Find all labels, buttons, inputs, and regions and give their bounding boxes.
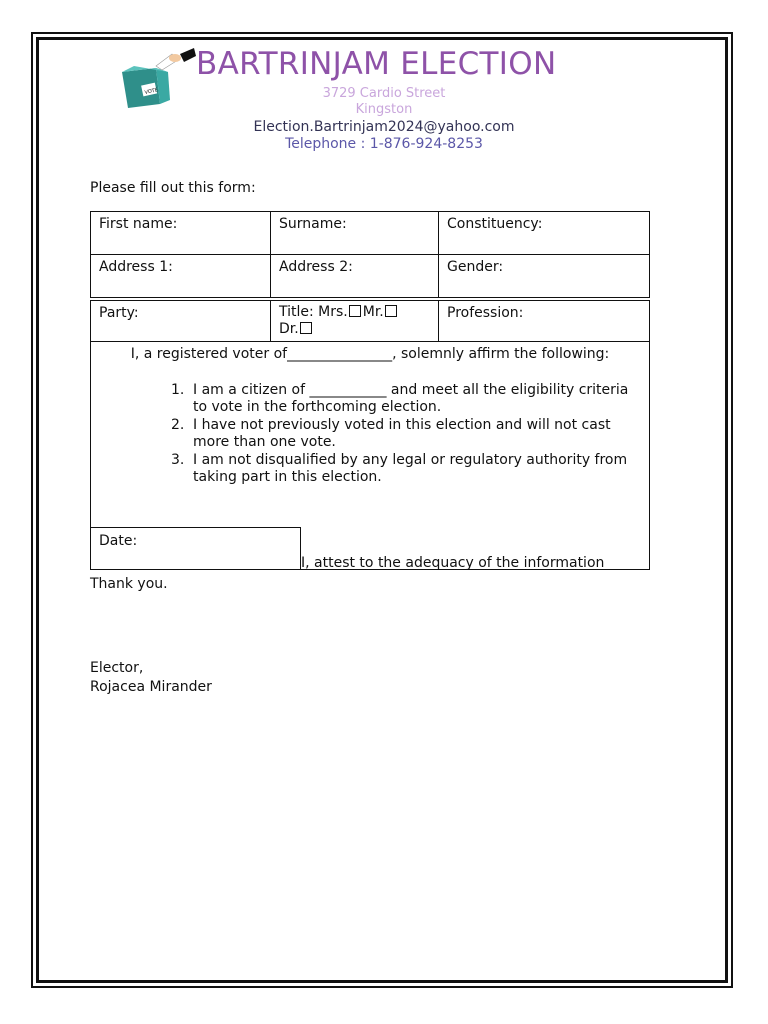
list-item: 2. I have not previously voted in this election and will not cast more than one vote. bbox=[171, 417, 611, 450]
title-label: Title: Mrs. bbox=[279, 304, 348, 320]
thank-you-text: Thank you. bbox=[90, 576, 168, 592]
contact-telephone: Telephone : 1-876-924-8253 bbox=[285, 136, 483, 152]
election-title: BARTRINJAM ELECTION bbox=[196, 46, 557, 82]
date-label: Date: bbox=[99, 533, 138, 549]
address-2-field[interactable] bbox=[270, 254, 439, 298]
list-item: 3. I am not disqualified by any legal or regulatory authority from taking part in this election. bbox=[171, 452, 628, 485]
affirmation-statement: I, a registered voter of_______________, solemnly affirm the following: bbox=[130, 346, 610, 362]
mrs-checkbox[interactable] bbox=[349, 305, 361, 317]
date-field[interactable] bbox=[90, 527, 301, 570]
affirmation-section bbox=[90, 341, 650, 570]
attestation-text: I, attest to the adequacy of the information bbox=[301, 555, 605, 570]
party-label: Party: bbox=[99, 305, 139, 321]
elector-name: Rojacea Mirander bbox=[90, 679, 212, 695]
title-field bbox=[270, 300, 439, 342]
address-city: Kingston bbox=[355, 102, 413, 117]
constituency-label: Constituency: bbox=[447, 216, 543, 232]
mr-label: Mr. bbox=[362, 304, 384, 320]
profession-label: Profession: bbox=[447, 305, 524, 321]
ballot-label: VOTE bbox=[144, 87, 159, 96]
surname-label: Surname: bbox=[279, 216, 347, 232]
dr-checkbox[interactable] bbox=[300, 322, 312, 334]
address-2-label: Address 2: bbox=[279, 259, 353, 275]
eligibility-list bbox=[161, 382, 631, 487]
dr-label: Dr. bbox=[279, 321, 299, 337]
list-item: 1. I am a citizen of ___________ and meet all the eligibility criteria to vote in the forthcoming election. bbox=[171, 382, 629, 415]
address-street: 3729 Cardio Street bbox=[322, 86, 446, 101]
first-name-field[interactable] bbox=[90, 211, 271, 255]
form-intro: Please fill out this form: bbox=[90, 180, 256, 196]
surname-field[interactable] bbox=[270, 211, 439, 255]
constituency-field[interactable] bbox=[438, 211, 650, 255]
profession-field[interactable] bbox=[438, 300, 650, 342]
gender-label: Gender: bbox=[447, 259, 504, 275]
party-field[interactable] bbox=[90, 300, 271, 342]
gender-field[interactable] bbox=[438, 254, 650, 298]
contact-email: Election.Bartrinjam2024@yahoo.com bbox=[253, 119, 515, 135]
first-name-label: First name: bbox=[99, 216, 178, 232]
elector-label: Elector, bbox=[90, 660, 144, 676]
address-1-field[interactable] bbox=[90, 254, 271, 298]
address-1-label: Address 1: bbox=[99, 259, 173, 275]
mr-checkbox[interactable] bbox=[385, 305, 397, 317]
